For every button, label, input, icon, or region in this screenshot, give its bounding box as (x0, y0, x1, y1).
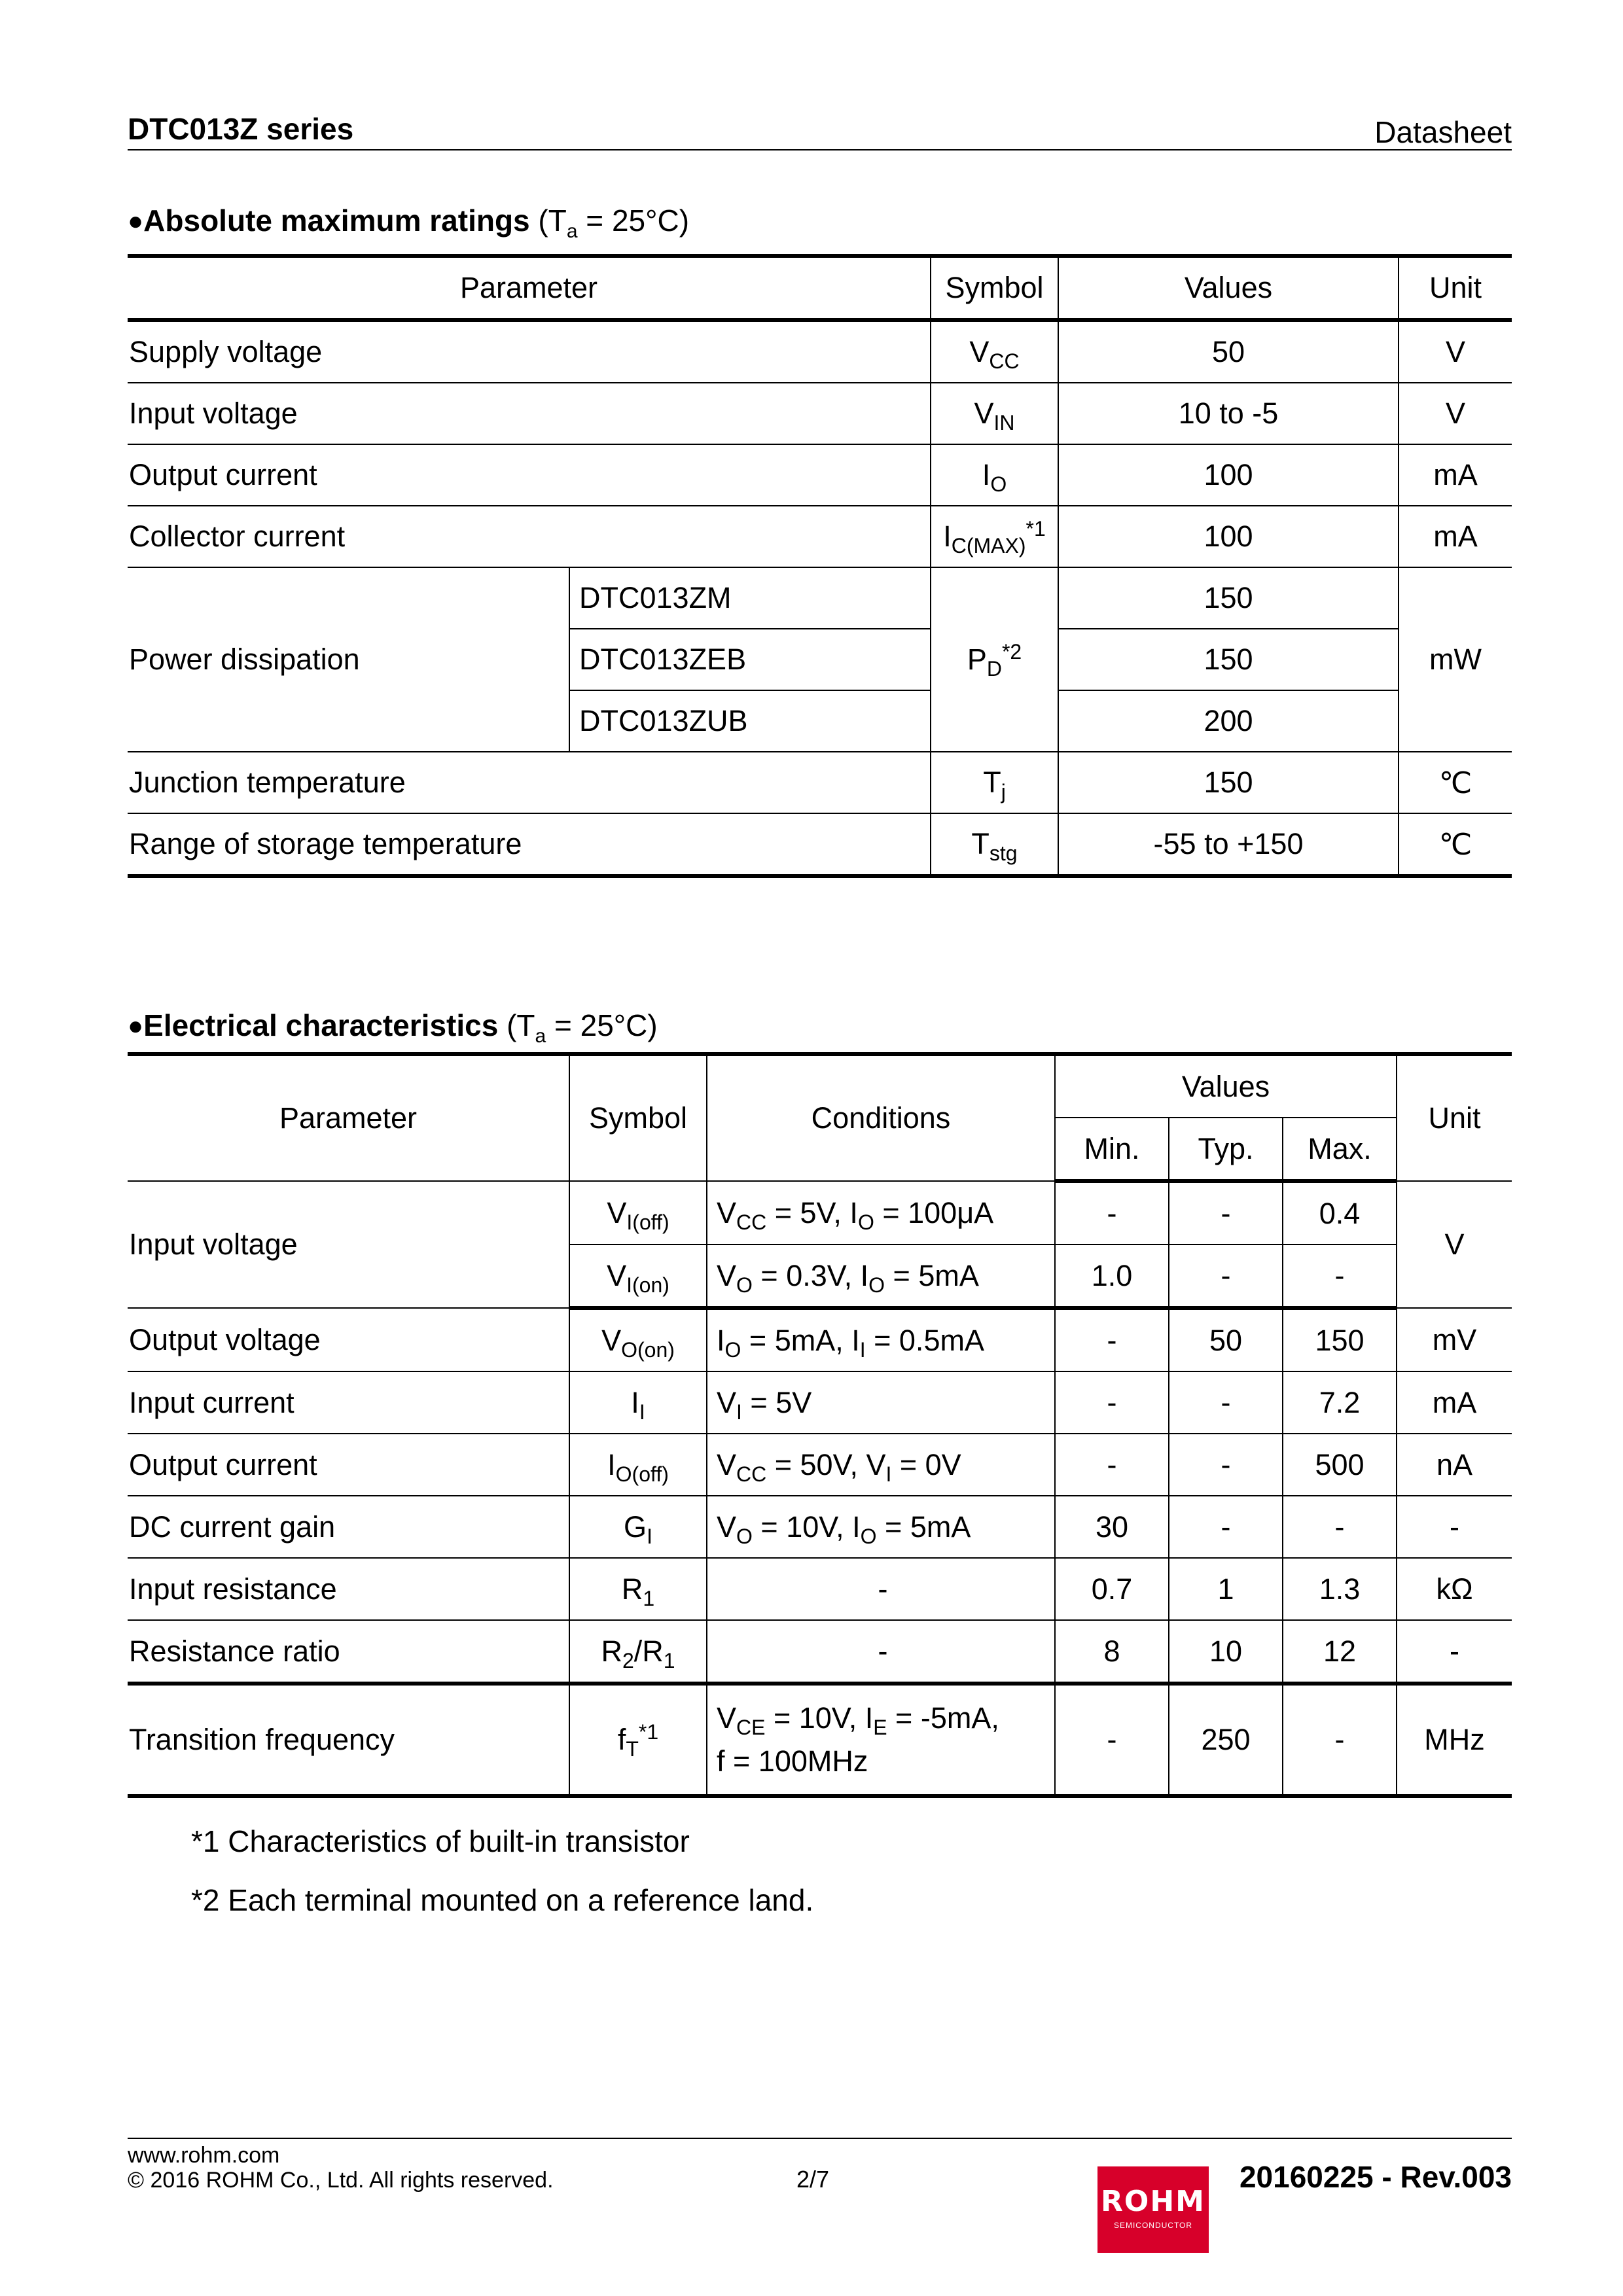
value-cell: 10 to -5 (1058, 383, 1399, 444)
param-cell: Resistance ratio (128, 1620, 569, 1684)
min-cell: 0.7 (1055, 1558, 1169, 1620)
conditions-cell: $V_{CC} = 50V$, $V_I = 0V$ (707, 1434, 1055, 1496)
col-unit: Unit (1397, 1054, 1512, 1181)
param-cell: Output voltage (128, 1308, 569, 1371)
table-row (128, 1181, 1512, 1245)
table-row (128, 1558, 1512, 1620)
param-cell: Transition frequency (128, 1684, 569, 1796)
typ-cell: 10 (1169, 1620, 1283, 1684)
value-cell: 200 (1058, 690, 1399, 752)
symbol-cell: $f_T^{*1}$ (569, 1684, 707, 1796)
col-values: Values (1058, 256, 1399, 320)
table-row (128, 383, 1512, 444)
typ-cell: - (1169, 1434, 1283, 1496)
elec-heading: Electrical characteristics (143, 1008, 499, 1042)
abs-max-cond-close: = 25°C) (577, 203, 690, 238)
table-row (128, 444, 1512, 506)
min-cell: 1.0 (1055, 1245, 1169, 1308)
value-cell: 150 (1058, 752, 1399, 813)
logo-main-text: ROHM (1101, 2185, 1205, 2218)
typ-cell: - (1169, 1181, 1283, 1245)
param-cell: Input voltage (128, 383, 931, 444)
abs-max-heading: Absolute maximum ratings (143, 203, 530, 238)
conditions-cell: $V_I = 5V$ (707, 1371, 1055, 1434)
symbol-cell: $I_{O(off)}$ (569, 1434, 707, 1496)
table-row (128, 1620, 1512, 1684)
table-row (128, 1434, 1512, 1496)
footnote-2: *2 Each terminal mounted on a reference land. (191, 1883, 814, 1917)
symbol-cell: $R_2/R_1$ (569, 1620, 707, 1684)
rohm-logo (1097, 2166, 1209, 2253)
symbol-cell: $T_{stg}$ (931, 813, 1058, 876)
param-cell: Input resistance (128, 1558, 569, 1620)
part-cell: DTC013ZUB (569, 690, 931, 752)
typ-cell: - (1169, 1245, 1283, 1308)
conditions-cell: $V_O = 0.3V$, $I_O = 5mA$ (707, 1245, 1055, 1308)
series-title: DTC013Z series (128, 112, 354, 146)
col-values: Values (1055, 1054, 1397, 1118)
symbol-cell: $I_I$ (569, 1371, 707, 1434)
max-cell: 0.4 (1283, 1181, 1397, 1245)
param-cell: DC current gain (128, 1496, 569, 1558)
col-symbol: Symbol (931, 256, 1058, 320)
table-row (128, 1308, 1512, 1371)
typ-cell: - (1169, 1371, 1283, 1434)
unit-cell: MHz (1397, 1684, 1512, 1796)
max-cell: - (1283, 1245, 1397, 1308)
symbol-cell: $V_{IN}$ (931, 383, 1058, 444)
doc-type: Datasheet (1374, 115, 1512, 149)
value-cell: 100 (1058, 444, 1399, 506)
conditions-cell: $V_{CC} = 5V$, $I_O = 100\mu A$ (707, 1181, 1055, 1245)
bullet-icon: ● (128, 1012, 144, 1040)
max-cell: - (1283, 1496, 1397, 1558)
unit-cell: mA (1399, 506, 1512, 567)
symbol-cell: $R_1$ (569, 1558, 707, 1620)
revision: 20160225 - Rev.003 (1239, 2160, 1512, 2194)
typ-cell: 1 (1169, 1558, 1283, 1620)
param-cell: Collector current (128, 506, 931, 567)
symbol-cell: $V_{O(on)}$ (569, 1308, 707, 1371)
table-row (128, 1684, 1512, 1796)
param-cell: Junction temperature (128, 752, 931, 813)
unit-cell: - (1397, 1496, 1512, 1558)
unit-cell: mW (1399, 567, 1512, 752)
elec-cond-close: = 25°C) (546, 1008, 658, 1042)
typ-cell: 250 (1169, 1684, 1283, 1796)
max-cell: 1.3 (1283, 1558, 1397, 1620)
conditions-cell: - (707, 1558, 1055, 1620)
min-cell: 8 (1055, 1620, 1169, 1684)
min-cell: - (1055, 1684, 1169, 1796)
footer-url[interactable]: www.rohm.com (128, 2143, 280, 2168)
param-cell: Input voltage (128, 1181, 569, 1308)
min-cell: 30 (1055, 1496, 1169, 1558)
typ-cell: - (1169, 1496, 1283, 1558)
col-parameter: Parameter (128, 256, 931, 320)
table-row (128, 506, 1512, 567)
abs-max-title (128, 203, 690, 243)
table-row (128, 320, 1512, 383)
col-conditions: Conditions (707, 1054, 1055, 1181)
footnote-1: *1 Characteristics of built-in transistor (191, 1824, 690, 1858)
unit-cell: mA (1399, 444, 1512, 506)
min-cell: - (1055, 1434, 1169, 1496)
part-cell: DTC013ZEB (569, 629, 931, 690)
table-row (128, 813, 1512, 876)
param-cell: Input current (128, 1371, 569, 1434)
param-cell: Output current (128, 1434, 569, 1496)
param-cell: Power dissipation (128, 567, 569, 752)
param-cell: Range of storage temperature (128, 813, 931, 876)
symbol-cell: $I_O$ (931, 444, 1058, 506)
conditions-cell: $V_O = 10V$, $I_O = 5mA$ (707, 1496, 1055, 1558)
symbol-cell: $V_{I(on)}$ (569, 1245, 707, 1308)
part-cell: DTC013ZM (569, 567, 931, 629)
value-cell: 150 (1058, 629, 1399, 690)
table-row (128, 1371, 1512, 1434)
conditions-cell: $I_O = 5mA$, $I_I = 0.5mA$ (707, 1308, 1055, 1371)
col-typ: Typ. (1169, 1118, 1283, 1181)
col-parameter: Parameter (128, 1054, 569, 1181)
unit-cell: V (1399, 383, 1512, 444)
bullet-icon: ● (128, 207, 144, 236)
footer-rule (128, 2138, 1512, 2139)
symbol-cell: $I_{C(MAX)}^{*1}$ (931, 506, 1058, 567)
value-cell: 100 (1058, 506, 1399, 567)
max-cell: - (1283, 1684, 1397, 1796)
value-cell: 150 (1058, 567, 1399, 629)
elec-cond-sub: a (535, 1025, 546, 1048)
symbol-cell: $V_{CC}$ (931, 320, 1058, 383)
value-cell: 50 (1058, 320, 1399, 383)
abs-max-cond-sub: a (566, 221, 578, 243)
symbol-cell: $V_{I(off)}$ (569, 1181, 707, 1245)
abs-max-table (128, 254, 1512, 878)
col-min: Min. (1055, 1118, 1169, 1181)
unit-cell: - (1397, 1620, 1512, 1684)
max-cell: 7.2 (1283, 1371, 1397, 1434)
unit-cell: ℃ (1399, 813, 1512, 876)
abs-max-cond-open: (T (529, 203, 567, 238)
table-row (128, 567, 1512, 629)
unit-cell: ℃ (1399, 752, 1512, 813)
col-symbol: Symbol (569, 1054, 707, 1181)
col-unit: Unit (1399, 256, 1512, 320)
logo-sub-text: SEMICONDUCTOR (1113, 2221, 1193, 2230)
unit-cell: kΩ (1397, 1558, 1512, 1620)
symbol-cell: $G_I$ (569, 1496, 707, 1558)
max-cell: 150 (1283, 1308, 1397, 1371)
unit-cell: V (1399, 320, 1512, 383)
unit-cell: V (1397, 1181, 1512, 1308)
param-cell: Supply voltage (128, 320, 931, 383)
page-number: 2/7 (796, 2166, 830, 2193)
elec-cond-open: (T (498, 1008, 535, 1042)
min-cell: - (1055, 1181, 1169, 1245)
value-cell: -55 to +150 (1058, 813, 1399, 876)
conditions-cell: $V_{CE} = 10V$, $I_E = -5mA$, f = 100MHz (707, 1684, 1055, 1796)
param-cell: Output current (128, 444, 931, 506)
typ-cell: 50 (1169, 1308, 1283, 1371)
elec-table (128, 1052, 1512, 1798)
min-cell: - (1055, 1308, 1169, 1371)
symbol-cell: $P_D^{*2}$ (931, 567, 1058, 752)
unit-cell: mV (1397, 1308, 1512, 1371)
max-cell: 12 (1283, 1620, 1397, 1684)
table-row (128, 752, 1512, 813)
max-cell: 500 (1283, 1434, 1397, 1496)
elec-title (128, 1008, 658, 1048)
unit-cell: nA (1397, 1434, 1512, 1496)
footer-copyright: © 2016 ROHM Co., Ltd. All rights reserved. (128, 2168, 554, 2193)
conditions-cell: - (707, 1620, 1055, 1684)
min-cell: - (1055, 1371, 1169, 1434)
symbol-cell: $T_j$ (931, 752, 1058, 813)
table-row (128, 1496, 1512, 1558)
col-max: Max. (1283, 1118, 1397, 1181)
header-rule (128, 149, 1512, 150)
unit-cell: mA (1397, 1371, 1512, 1434)
